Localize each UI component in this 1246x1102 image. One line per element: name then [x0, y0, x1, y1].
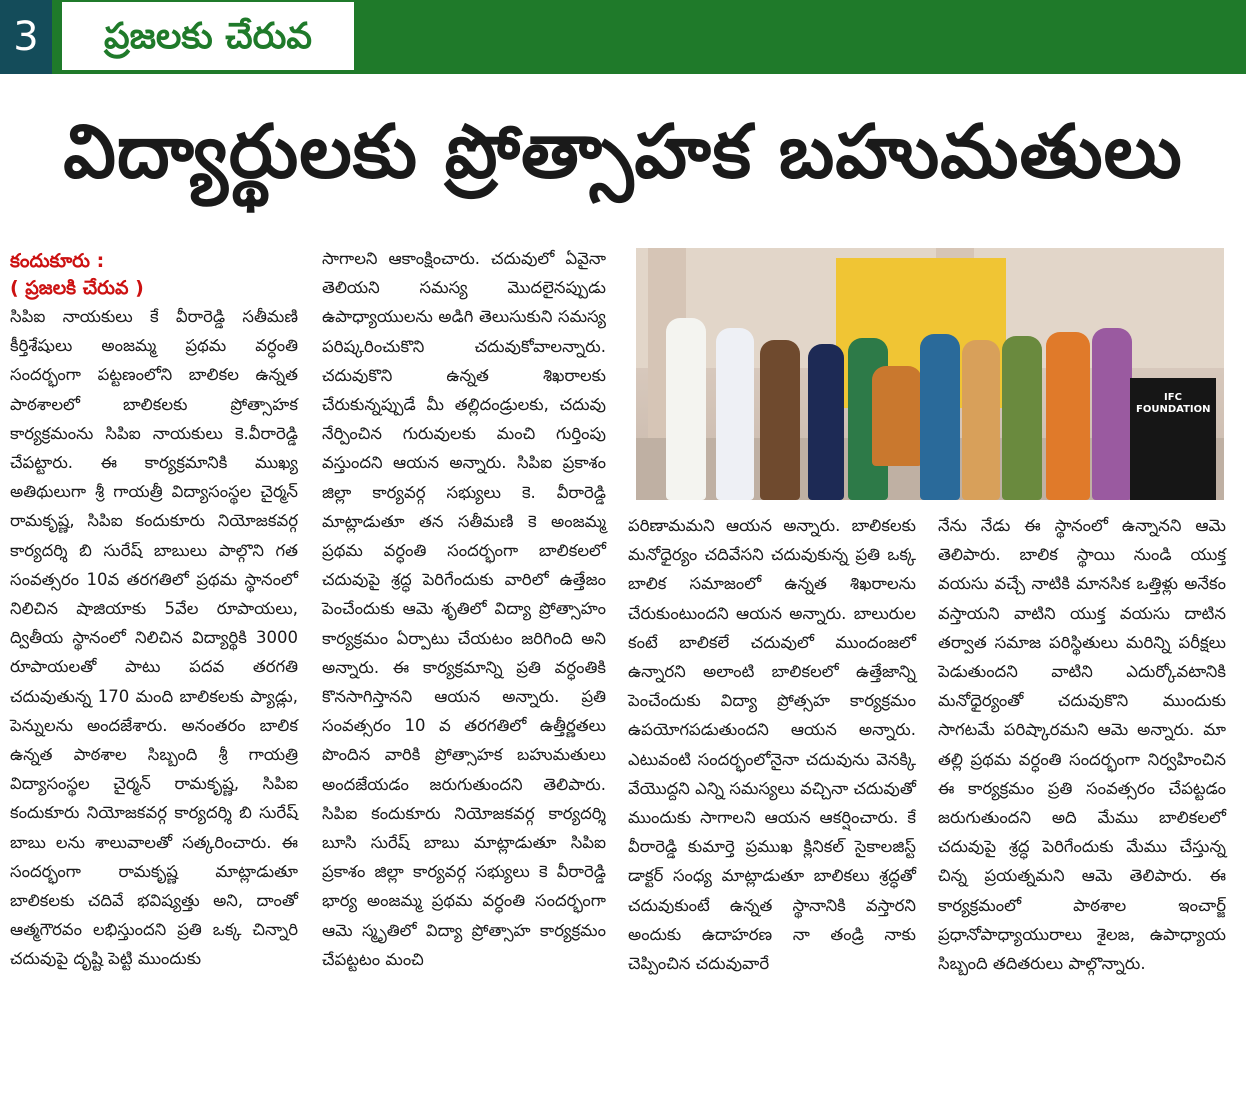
- page-number: 3: [0, 0, 52, 74]
- section-title: ప్రజలకు చేరువ: [60, 0, 356, 72]
- photo-person: [716, 328, 754, 500]
- event-photo: [636, 248, 1224, 500]
- dateline: [10, 248, 302, 302]
- photo-person: [760, 340, 800, 500]
- photo-person: [1002, 336, 1042, 500]
- article-column-4: నేను నేడు ఈ స్థానంలో ఉన్నానని ఆమె తెలిపారు. బాలిక స్థాయి నుండి యుక్త వయసు వచ్చే నాటికి మానసిక ఒత్తిళ్లు అనేకం వస్తాయని వాటిని యుక్త వయసు దాటిన తర్వాత సమాజ పరిస్థితులు మరిన్ని పరీక్షలు పెడుతుందని వాటిని ఎదుర్కోవటానికి మనోధైర్యంతో చదువుకొని ముందుకు సాగటమే పరిష్కారమని ఆమె అన్నారు. మా తల్లి ప్రథమ వర్ధంతి సందర్భంగా నిర్వహించిన ఈ కార్యక్రమం ప్రతి సంవత్సరం చేపట్టడం జరుగుతుందని అది మేము బాలికలలో చదువుపై శ్రద్ధ పెరిగేందుకు మేము చేస్తున్న చిన్న ప్రయత్నమని ఆమె తెలిపారు. ఈ కార్యక్రమంలో పాఠశాల ఇంచార్జ్ ప్రధానోపాధ్యాయురాలు శైలజ, ఉపాధ్యాయ సిబ్బంది తదితరులు పాల్గొన్నారు.: [938, 516, 1226, 974]
- dateline-source: ( ప్రజలకి చేరువ ): [10, 277, 144, 299]
- article-column-3: పరిణామమని ఆయన అన్నారు. బాలికలకు మనోధైర్యం చదివేసని చదువుకున్న ప్రతి ఒక్క బాలిక సమాజంలో ఉన్నత శిఖరాలను చేరుకుంటుందని ఆయన అన్నారు. బాలురుల కంటే బాలికలే చదువులో ముందంజలో ఉన్నారని అలాంటి బాలికలలో ఉత్తేజాన్ని పెంచేందుకు విద్యా ప్రోత్సహ కార్యక్రమం ఉపయోగపడుతుందని ఆయన అన్నారు. ఎటువంటి సందర్భంలోనైనా చదువును వెనక్కి వేయొద్దని ఎన్ని సమస్యలు వచ్చినా చదువుతో ముందుకు సాగాలని ఆయన ఆకర్షించారు. కే వీరారెడ్డి కుమార్తె ప్రముఖ క్లినికల్ సైకాలజిస్ట్ డాక్టర్ సంధ్య మాట్లాడుతూ బాలికలు శ్రద్ధతో చదువుకుంటే ఉన్నత స్థానానికి వస్తారని అందుకు ఉదాహరణ నా తండ్రి నాకు చెప్పించిన చదువువారే: [628, 516, 916, 974]
- photo-person: [808, 344, 844, 500]
- speaker-logo-text: IFC FOUNDATION: [1136, 392, 1211, 415]
- speaker-box: [1130, 378, 1216, 500]
- photo-person: [1046, 332, 1090, 500]
- photo-person: [666, 318, 706, 500]
- photo-person: [920, 334, 960, 500]
- article-column-2: సాగాలని ఆకాంక్షించారు. చదువులో ఏవైనా తెలియని సమస్య మొదలైనప్పుడు ఉపాధ్యాయులను అడిగి తెలుసుకుని సమస్య పరిష్కరించుకొని చదువుకోవాలన్నారు. చదువుకొని ఉన్నత శిఖరాలకు చేరుకున్నప్పుడే మీ తల్లిదండ్రులకు, చదువు నేర్పించిన గురువులకు మంచి గుర్తింపు వస్తుందని ఆయన అన్నారు. సిపిఐ ప్రకాశం జిల్లా కార్యవర్గ సభ్యులు కె. వీరారెడ్డి మాట్లాడుతూ తన సతీమణి కె అంజమ్మ ప్రథమ వర్ధంతి సందర్భంగా బాలికలలో చదువుపై శ్రద్ధ పెరిగేందుకు వారిలో ఉత్తేజం పెంచేందుకు ఆమె శృతిలో విద్యా ప్రోత్సాహం కార్యక్రమం ఏర్పాటు చేయటం జరిగింది అని అన్నారు. ఈ కార్యక్రమాన్ని ప్రతి వర్ధంతికి కొనసాగిస్తానని ఆయన అన్నారు. ప్రతి సంవత్సరం 10 వ తరగతిలో ఉత్తీర్ణతలు పొందిన వారికి ప్రోత్సాహక బహుమతులు అందజేయడం జరుగుతుందని తెలిపారు. సిపిఐ కందుకూరు నియోజకవర్గ కార్యదర్శి బూసి సురేష్ బాబు మాట్లాడుతూ సిపిఐ ప్రకాశం జిల్లా కార్యవర్గ సభ్యులు కె వీరారెడ్డి భార్య అంజమ్మ ప్రథమ వర్ధంతి సందర్భంగా ఆమె స్మృతిలో విద్యా ప్రోత్సాహ కార్యక్రమం చేపట్టటం మంచి: [322, 249, 606, 969]
- article-headline: విద్యార్థులకు ప్రోత్సాహక బహుమతులు: [63, 109, 1183, 195]
- page-header: [0, 0, 1246, 74]
- dateline-place: కందుకూరు :: [10, 250, 105, 272]
- photo-person-seated: [872, 366, 922, 466]
- article-column-1: సిపిఐ నాయకులు కే వీరారెడ్డి సతీమణి కీర్తిశేషులు అంజమ్మ ప్రథమ వర్ధంతి సందర్భంగా పట్టణంలోని బాలికల ఉన్నత పాఠశాలలో బాలికలకు ప్రోత్సాహక కార్యక్రమంను సిపిఐ నాయకులు కె.వీరారెడ్డి చేపట్టారు. ఈ కార్యక్రమానికి ముఖ్య అతిథులుగా శ్రీ గాయత్రీ విద్యాసంస్థల చైర్మన్ రామకృష్ణ, సిపిఐ కందుకూరు నియోజకవర్గ కార్యదర్శి బి సురేష్ బాబులు పాల్గొని గత సంవత్సరం 10వ తరగతిలో ప్రథమ స్థానంలో నిలిచిన షాజియాకు 5వేల రూపాయలు, ద్వితీయ స్థానంలో నిలిచిన విద్యార్థికి 3000 రూపాయలతో పాటు పదవ తరగతి చదువుతున్న 170 మంది బాలికలకు ప్యాడ్లు, పెన్నులను అందజేశారు. అనంతరం బాలిక ఉన్నత పాఠశాల సిబ్బంది శ్రీ గాయత్రి విద్యాసంస్థల చైర్మన్ రామకృష్ణ, సిపిఐ కందుకూరు నియోజకవర్గ కార్యదర్శి బి సురేష్ బాబు లను శాలువాలతో సత్కరించారు. ఈ సందర్భంగా రామకృష్ణ మాట్లాడుతూ బాలికలకు చదివే భవిష్యత్తు అని, దాంతో ఆత్మగౌరవం లభిస్తుందని ప్రతి ఒక్క చిన్నారి చదువుపై దృష్టి పెట్టి ముందుకు: [10, 307, 298, 969]
- photo-person: [962, 340, 1000, 500]
- photo-person: [1092, 328, 1132, 500]
